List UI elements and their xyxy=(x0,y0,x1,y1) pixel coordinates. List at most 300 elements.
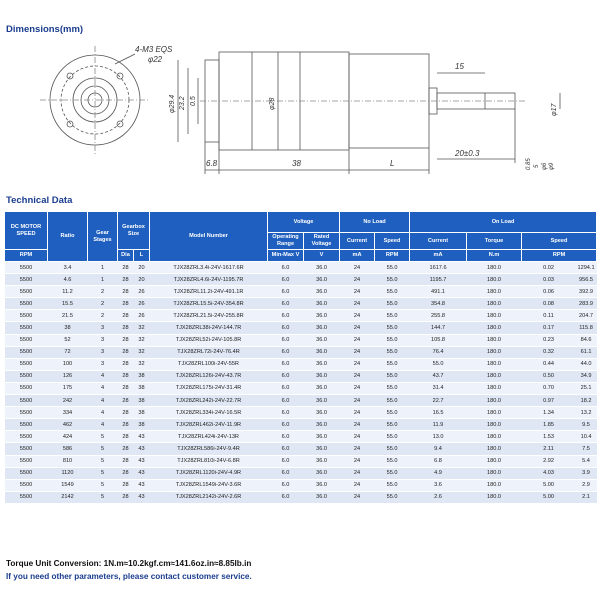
cell-rated-voltage: 24 xyxy=(340,431,375,443)
cell-gear-stages: 5 xyxy=(88,467,118,479)
cell-no-load-current: 55.0 xyxy=(375,262,410,274)
cell-rated-voltage: 24 xyxy=(340,479,375,491)
cell-rated-voltage: 24 xyxy=(340,310,375,322)
cell-ratio: 52 xyxy=(48,334,88,346)
unit-on-load-rpm: RPM xyxy=(522,250,597,262)
cell-rated-voltage: 24 xyxy=(340,382,375,394)
cell-motor-speed: 5500 xyxy=(5,479,48,491)
cell-motor-speed: 5500 xyxy=(5,310,48,322)
cell-on-load-current: 180.0 xyxy=(467,491,522,503)
cell-on-load-torque: 5.00 xyxy=(522,491,576,503)
cell-no-load-current: 55.0 xyxy=(375,334,410,346)
header-voltage: Voltage xyxy=(268,212,340,233)
cell-gearbox-dia: 28 xyxy=(118,443,134,455)
cell-motor-speed: 5500 xyxy=(5,491,48,503)
table-row xyxy=(5,310,597,322)
bolt-circle-label: φ22 xyxy=(148,55,163,64)
table-row xyxy=(5,346,597,358)
cell-voltage-range-max: 36.0 xyxy=(304,491,340,503)
cell-voltage-range-max: 36.0 xyxy=(304,467,340,479)
cell-voltage-range-max: 36.0 xyxy=(304,395,340,407)
cell-voltage-range-min: 6.0 xyxy=(268,443,304,455)
unit-rpm: RPM xyxy=(5,250,48,262)
cell-on-load-current: 180.0 xyxy=(467,358,522,370)
cell-no-load-current: 55.0 xyxy=(375,310,410,322)
header-model-number: Model Number xyxy=(150,212,268,262)
cell-no-load-current: 55.0 xyxy=(375,467,410,479)
cell-on-load-speed: 7.5 xyxy=(576,443,597,455)
cell-gearbox-l: 43 xyxy=(134,455,150,467)
cell-rated-voltage: 24 xyxy=(340,322,375,334)
cell-gearbox-dia: 28 xyxy=(118,407,134,419)
cell-gearbox-l: 38 xyxy=(134,382,150,394)
cell-on-load-torque: 2.92 xyxy=(522,455,576,467)
cell-voltage-range-max: 36.0 xyxy=(304,455,340,467)
cell-on-load-torque: 1.34 xyxy=(522,407,576,419)
cell-on-load-current: 180.0 xyxy=(467,443,522,455)
cell-gear-stages: 4 xyxy=(88,395,118,407)
cell-gear-stages: 4 xyxy=(88,407,118,419)
cell-gearbox-l: 38 xyxy=(134,395,150,407)
cell-on-load-current: 180.0 xyxy=(467,334,522,346)
table-row xyxy=(5,298,597,310)
cell-gearbox-dia: 28 xyxy=(118,382,134,394)
cell-no-load-speed: 43.7 xyxy=(410,370,467,382)
header-on-load-torque: Torque xyxy=(467,233,522,250)
cell-gear-stages: 4 xyxy=(88,370,118,382)
cell-gearbox-dia: 28 xyxy=(118,322,134,334)
dia-9-label: φ9 xyxy=(549,162,555,170)
cell-gear-stages: 5 xyxy=(88,443,118,455)
cell-motor-speed: 5500 xyxy=(5,334,48,346)
table-row xyxy=(5,286,597,298)
cell-gearbox-l: 20 xyxy=(134,262,150,274)
cell-on-load-current: 180.0 xyxy=(467,274,522,286)
cell-voltage-range-max: 36.0 xyxy=(304,419,340,431)
cell-voltage-range-min: 6.0 xyxy=(268,346,304,358)
cell-motor-speed: 5500 xyxy=(5,467,48,479)
cell-motor-speed: 5500 xyxy=(5,395,48,407)
cell-rated-voltage: 24 xyxy=(340,491,375,503)
cell-motor-speed: 5500 xyxy=(5,298,48,310)
cell-ratio: 11.2 xyxy=(48,286,88,298)
dia-6-label: φ6 xyxy=(542,162,548,170)
cell-gearbox-l: 43 xyxy=(134,431,150,443)
len-6-8-label: 6.8 xyxy=(206,159,218,168)
cell-gear-stages: 2 xyxy=(88,298,118,310)
cell-no-load-current: 55.0 xyxy=(375,455,410,467)
table-row xyxy=(5,419,597,431)
cell-no-load-speed: 31.4 xyxy=(410,382,467,394)
cell-gearbox-dia: 28 xyxy=(118,274,134,286)
cell-no-load-current: 55.0 xyxy=(375,491,410,503)
cell-gearbox-l: 32 xyxy=(134,346,150,358)
cell-on-load-current: 180.0 xyxy=(467,286,522,298)
cell-on-load-current: 180.0 xyxy=(467,479,522,491)
cell-no-load-speed: 105.8 xyxy=(410,334,467,346)
cell-gearbox-dia: 28 xyxy=(118,334,134,346)
cell-voltage-range-max: 36.0 xyxy=(304,358,340,370)
cell-voltage-range-max: 36.0 xyxy=(304,334,340,346)
cell-rated-voltage: 24 xyxy=(340,407,375,419)
cell-no-load-current: 55.0 xyxy=(375,298,410,310)
unit-l: L xyxy=(134,250,150,262)
cell-voltage-range-min: 6.0 xyxy=(268,467,304,479)
cell-on-load-torque: 1.53 xyxy=(522,431,576,443)
torque-conversion-note: Torque Unit Conversion: 1N.m≈10.2kgf.cm≈141.6oz.in≈8.85lb.in xyxy=(6,559,252,568)
cell-on-load-speed: 61.1 xyxy=(576,346,597,358)
cell-ratio: 126 xyxy=(48,370,88,382)
cell-voltage-range-max: 36.0 xyxy=(304,310,340,322)
cell-on-load-torque: 0.08 xyxy=(522,298,576,310)
cell-voltage-range-min: 6.0 xyxy=(268,322,304,334)
table-row xyxy=(5,358,597,370)
cell-ratio: 462 xyxy=(48,419,88,431)
cell-voltage-range-min: 6.0 xyxy=(268,479,304,491)
cell-no-load-speed: 22.7 xyxy=(410,395,467,407)
cell-no-load-current: 55.0 xyxy=(375,407,410,419)
unit-on-load-ma: mA xyxy=(410,250,467,262)
cell-on-load-speed: 115.8 xyxy=(576,322,597,334)
cell-on-load-torque: 0.70 xyxy=(522,382,576,394)
cell-no-load-speed: 76.4 xyxy=(410,346,467,358)
cell-gear-stages: 5 xyxy=(88,491,118,503)
cell-model-number: TJX28ZRL2142i-24V-2.6R xyxy=(150,491,268,503)
table-row xyxy=(5,395,597,407)
table-row xyxy=(5,431,597,443)
cell-gearbox-l: 32 xyxy=(134,322,150,334)
cell-rated-voltage: 24 xyxy=(340,443,375,455)
cell-on-load-speed: 10.4 xyxy=(576,431,597,443)
cell-model-number: TJX28ZRL424i-24V-13R xyxy=(150,431,268,443)
cell-on-load-speed: 956.5 xyxy=(576,274,597,286)
table-row xyxy=(5,407,597,419)
cell-gearbox-l: 38 xyxy=(134,419,150,431)
dia-17-label: φ17 xyxy=(551,103,558,116)
header-ratio: Ratio xyxy=(48,212,88,262)
cell-voltage-range-max: 36.0 xyxy=(304,431,340,443)
unit-v: V xyxy=(304,250,340,262)
cell-gearbox-l: 26 xyxy=(134,298,150,310)
cell-rated-voltage: 24 xyxy=(340,395,375,407)
cell-model-number: TJX28ZRL586i-24V-9.4R xyxy=(150,443,268,455)
cell-voltage-range-min: 6.0 xyxy=(268,298,304,310)
cell-no-load-speed: 255.8 xyxy=(410,310,467,322)
cell-voltage-range-max: 36.0 xyxy=(304,479,340,491)
unit-no-load-ma: mA xyxy=(340,250,375,262)
cell-gearbox-dia: 28 xyxy=(118,298,134,310)
cell-on-load-current: 180.0 xyxy=(467,262,522,274)
cell-gearbox-l: 26 xyxy=(134,310,150,322)
header-on-load: On Load xyxy=(410,212,597,233)
cell-on-load-speed: 84.6 xyxy=(576,334,597,346)
cell-voltage-range-max: 36.0 xyxy=(304,274,340,286)
cell-model-number: TJX28ZRL126i-24V-43.7R xyxy=(150,370,268,382)
cell-no-load-speed: 1195.7 xyxy=(410,274,467,286)
cell-no-load-speed: 4.9 xyxy=(410,467,467,479)
cell-motor-speed: 5500 xyxy=(5,358,48,370)
cell-ratio: 2142 xyxy=(48,491,88,503)
cell-gearbox-dia: 28 xyxy=(118,455,134,467)
cell-no-load-current: 55.0 xyxy=(375,286,410,298)
cell-no-load-current: 55.0 xyxy=(375,370,410,382)
cell-on-load-torque: 0.23 xyxy=(522,334,576,346)
cell-gearbox-l: 32 xyxy=(134,358,150,370)
cell-gearbox-dia: 28 xyxy=(118,395,134,407)
cell-gearbox-l: 43 xyxy=(134,467,150,479)
cell-ratio: 38 xyxy=(48,322,88,334)
cell-motor-speed: 5500 xyxy=(5,262,48,274)
header-no-load-current: Current xyxy=(340,233,375,250)
technical-data-title: Technical Data xyxy=(6,195,73,206)
cell-motor-speed: 5500 xyxy=(5,274,48,286)
cell-gearbox-dia: 28 xyxy=(118,419,134,431)
cell-voltage-range-min: 6.0 xyxy=(268,407,304,419)
unit-no-load-rpm: RPM xyxy=(375,250,410,262)
table-row xyxy=(5,467,597,479)
cell-gearbox-dia: 28 xyxy=(118,262,134,274)
cell-no-load-speed: 3.6 xyxy=(410,479,467,491)
dia-29-4-label: φ29.4 xyxy=(169,94,176,113)
cell-model-number: TJX28ZRL15.5i-24V-354.8R xyxy=(150,298,268,310)
cell-motor-speed: 5500 xyxy=(5,346,48,358)
cell-voltage-range-min: 6.0 xyxy=(268,262,304,274)
cell-no-load-speed: 1617.6 xyxy=(410,262,467,274)
cell-on-load-torque: 0.50 xyxy=(522,370,576,382)
cell-on-load-speed: 2.9 xyxy=(576,479,597,491)
cell-on-load-torque: 0.11 xyxy=(522,310,576,322)
cell-on-load-speed: 3.9 xyxy=(576,467,597,479)
cell-no-load-speed: 11.9 xyxy=(410,419,467,431)
cell-no-load-speed: 354.8 xyxy=(410,298,467,310)
len-l-label: L xyxy=(390,159,395,168)
cell-voltage-range-min: 6.0 xyxy=(268,419,304,431)
cell-gearbox-dia: 28 xyxy=(118,370,134,382)
cell-voltage-range-max: 36.0 xyxy=(304,370,340,382)
cell-on-load-torque: 0.32 xyxy=(522,346,576,358)
cell-on-load-speed: 392.9 xyxy=(576,286,597,298)
header-on-load-speed: Speed xyxy=(522,233,597,250)
header-rated-voltage: Rated Voltage xyxy=(304,233,340,250)
cell-model-number: TJX28ZRL810i-24V-6.8R xyxy=(150,455,268,467)
cell-on-load-torque: 4.03 xyxy=(522,467,576,479)
cell-motor-speed: 5500 xyxy=(5,443,48,455)
cell-voltage-range-max: 36.0 xyxy=(304,286,340,298)
cell-ratio: 424 xyxy=(48,431,88,443)
cell-gearbox-dia: 28 xyxy=(118,479,134,491)
cell-motor-speed: 5500 xyxy=(5,455,48,467)
table-row xyxy=(5,491,597,503)
cell-gearbox-dia: 28 xyxy=(118,491,134,503)
cell-on-load-torque: 0.03 xyxy=(522,274,576,286)
table-row xyxy=(5,479,597,491)
cell-voltage-range-min: 6.0 xyxy=(268,310,304,322)
cell-motor-speed: 5500 xyxy=(5,322,48,334)
mount-hole-3 xyxy=(67,121,73,127)
cell-on-load-torque: 0.17 xyxy=(522,322,576,334)
cell-on-load-torque: 0.02 xyxy=(522,262,576,274)
cell-voltage-range-max: 36.0 xyxy=(304,346,340,358)
cell-gearbox-l: 43 xyxy=(134,479,150,491)
cell-gear-stages: 5 xyxy=(88,455,118,467)
cell-on-load-torque: 0.06 xyxy=(522,286,576,298)
len-15-label: 15 xyxy=(455,62,464,71)
technical-data-table xyxy=(4,211,597,503)
cell-model-number: TJX28ZRL3.4i-24V-1617.6R xyxy=(150,262,268,274)
cell-voltage-range-max: 36.0 xyxy=(304,298,340,310)
cell-rated-voltage: 24 xyxy=(340,262,375,274)
cell-gear-stages: 1 xyxy=(88,262,118,274)
cell-gearbox-dia: 28 xyxy=(118,467,134,479)
cell-voltage-range-max: 36.0 xyxy=(304,443,340,455)
cell-motor-speed: 5500 xyxy=(5,431,48,443)
cell-no-load-speed: 9.4 xyxy=(410,443,467,455)
cell-ratio: 1549 xyxy=(48,479,88,491)
contact-note: If you need other parameters, please contact customer service. xyxy=(6,572,252,581)
cell-on-load-speed: 25.1 xyxy=(576,382,597,394)
cell-on-load-speed: 2.1 xyxy=(576,491,597,503)
cell-model-number: TJX28ZRL72i-24V-76.4R xyxy=(150,346,268,358)
cell-ratio: 3.4 xyxy=(48,262,88,274)
cell-no-load-speed: 6.8 xyxy=(410,455,467,467)
header-gear-stages: Gear Stages xyxy=(88,212,118,262)
cell-gear-stages: 4 xyxy=(88,419,118,431)
cell-rated-voltage: 24 xyxy=(340,419,375,431)
cell-on-load-current: 180.0 xyxy=(467,407,522,419)
unit-on-load-nm: N.m xyxy=(467,250,522,262)
table-row xyxy=(5,322,597,334)
cell-ratio: 242 xyxy=(48,395,88,407)
cell-gearbox-l: 32 xyxy=(134,334,150,346)
cell-model-number: TJX28ZRL21.5i-24V-255.8R xyxy=(150,310,268,322)
cell-no-load-current: 55.0 xyxy=(375,322,410,334)
cell-on-load-speed: 204.7 xyxy=(576,310,597,322)
cell-on-load-torque: 0.44 xyxy=(522,358,576,370)
cell-model-number: TJX28ZRL175i-24V-31.4R xyxy=(150,382,268,394)
header-no-load: No Load xyxy=(340,212,410,233)
cell-gearbox-l: 20 xyxy=(134,274,150,286)
cell-gearbox-dia: 28 xyxy=(118,286,134,298)
cell-on-load-speed: 9.5 xyxy=(576,419,597,431)
cell-gearbox-l: 26 xyxy=(134,286,150,298)
cell-motor-speed: 5500 xyxy=(5,407,48,419)
cell-on-load-speed: 283.9 xyxy=(576,298,597,310)
table-row xyxy=(5,370,597,382)
table-row xyxy=(5,455,597,467)
cell-gearbox-l: 38 xyxy=(134,370,150,382)
cell-on-load-current: 180.0 xyxy=(467,431,522,443)
cell-no-load-current: 55.0 xyxy=(375,346,410,358)
cell-voltage-range-min: 6.0 xyxy=(268,334,304,346)
cell-ratio: 72 xyxy=(48,346,88,358)
mount-hole-4 xyxy=(117,121,123,127)
cell-no-load-current: 55.0 xyxy=(375,358,410,370)
cell-on-load-current: 180.0 xyxy=(467,298,522,310)
cell-gear-stages: 1 xyxy=(88,274,118,286)
cell-no-load-current: 55.0 xyxy=(375,431,410,443)
cell-on-load-speed: 1294.1 xyxy=(576,262,597,274)
len-38-label: 38 xyxy=(292,159,301,168)
cell-model-number: TJX28ZRL11.2i-24V-491.1R xyxy=(150,286,268,298)
table-row xyxy=(5,334,597,346)
cell-gear-stages: 5 xyxy=(88,479,118,491)
cell-on-load-torque: 0.97 xyxy=(522,395,576,407)
shaft-20-label: 20±0.3 xyxy=(455,149,480,158)
cell-on-load-current: 180.0 xyxy=(467,467,522,479)
cell-on-load-speed: 34.9 xyxy=(576,370,597,382)
cell-rated-voltage: 24 xyxy=(340,274,375,286)
cell-on-load-torque: 1.85 xyxy=(522,419,576,431)
cell-on-load-current: 180.0 xyxy=(467,370,522,382)
cell-voltage-range-min: 6.0 xyxy=(268,370,304,382)
cell-gearbox-l: 38 xyxy=(134,407,150,419)
cell-on-load-torque: 5.00 xyxy=(522,479,576,491)
cell-voltage-range-max: 36.0 xyxy=(304,407,340,419)
cell-motor-speed: 5500 xyxy=(5,382,48,394)
cell-gear-stages: 2 xyxy=(88,286,118,298)
cell-voltage-range-min: 6.0 xyxy=(268,455,304,467)
unit-min-max-v: Min-Max V xyxy=(268,250,304,262)
cell-voltage-range-max: 36.0 xyxy=(304,382,340,394)
cell-motor-speed: 5500 xyxy=(5,419,48,431)
header-dc-motor-speed: DC MOTOR SPEED xyxy=(5,212,48,250)
cell-ratio: 21.5 xyxy=(48,310,88,322)
cell-on-load-speed: 13.2 xyxy=(576,407,597,419)
cell-rated-voltage: 24 xyxy=(340,298,375,310)
cell-ratio: 175 xyxy=(48,382,88,394)
screw-label: 4-M3 EQS xyxy=(135,45,173,54)
cell-gear-stages: 2 xyxy=(88,310,118,322)
dia-0-5-label: 0.5 xyxy=(190,96,197,106)
cell-model-number: TJX28ZRL100i-24V-55R xyxy=(150,358,268,370)
cell-voltage-range-min: 6.0 xyxy=(268,358,304,370)
cell-rated-voltage: 24 xyxy=(340,467,375,479)
cell-gearbox-dia: 28 xyxy=(118,310,134,322)
cell-gear-stages: 3 xyxy=(88,358,118,370)
cell-gearbox-dia: 28 xyxy=(118,431,134,443)
dimension-drawing xyxy=(0,38,600,188)
cell-ratio: 586 xyxy=(48,443,88,455)
cell-rated-voltage: 24 xyxy=(340,358,375,370)
cell-gear-stages: 3 xyxy=(88,322,118,334)
mount-hole-1 xyxy=(67,73,73,79)
cell-rated-voltage: 24 xyxy=(340,370,375,382)
cell-on-load-speed: 44.0 xyxy=(576,358,597,370)
cell-no-load-current: 55.0 xyxy=(375,443,410,455)
cell-model-number: TJX28ZRL1549i-24V-3.6R xyxy=(150,479,268,491)
cell-no-load-current: 55.0 xyxy=(375,479,410,491)
cell-gear-stages: 5 xyxy=(88,431,118,443)
cell-on-load-torque: 2.11 xyxy=(522,443,576,455)
cell-rated-voltage: 24 xyxy=(340,455,375,467)
mount-hole-2 xyxy=(117,73,123,79)
cell-gearbox-dia: 28 xyxy=(118,346,134,358)
cell-no-load-speed: 491.1 xyxy=(410,286,467,298)
dia-28-label: φ28 xyxy=(269,97,276,110)
cell-no-load-speed: 16.5 xyxy=(410,407,467,419)
cell-on-load-current: 180.0 xyxy=(467,455,522,467)
cell-model-number: TJX28ZRL462i-24V-11.9R xyxy=(150,419,268,431)
cell-rated-voltage: 24 xyxy=(340,334,375,346)
cell-no-load-current: 55.0 xyxy=(375,274,410,286)
cell-on-load-current: 180.0 xyxy=(467,419,522,431)
cell-gearbox-l: 43 xyxy=(134,443,150,455)
cell-no-load-speed: 55.0 xyxy=(410,358,467,370)
cell-voltage-range-min: 6.0 xyxy=(268,382,304,394)
header-no-load-speed: Speed xyxy=(375,233,410,250)
table-row xyxy=(5,274,597,286)
cell-no-load-speed: 13.0 xyxy=(410,431,467,443)
